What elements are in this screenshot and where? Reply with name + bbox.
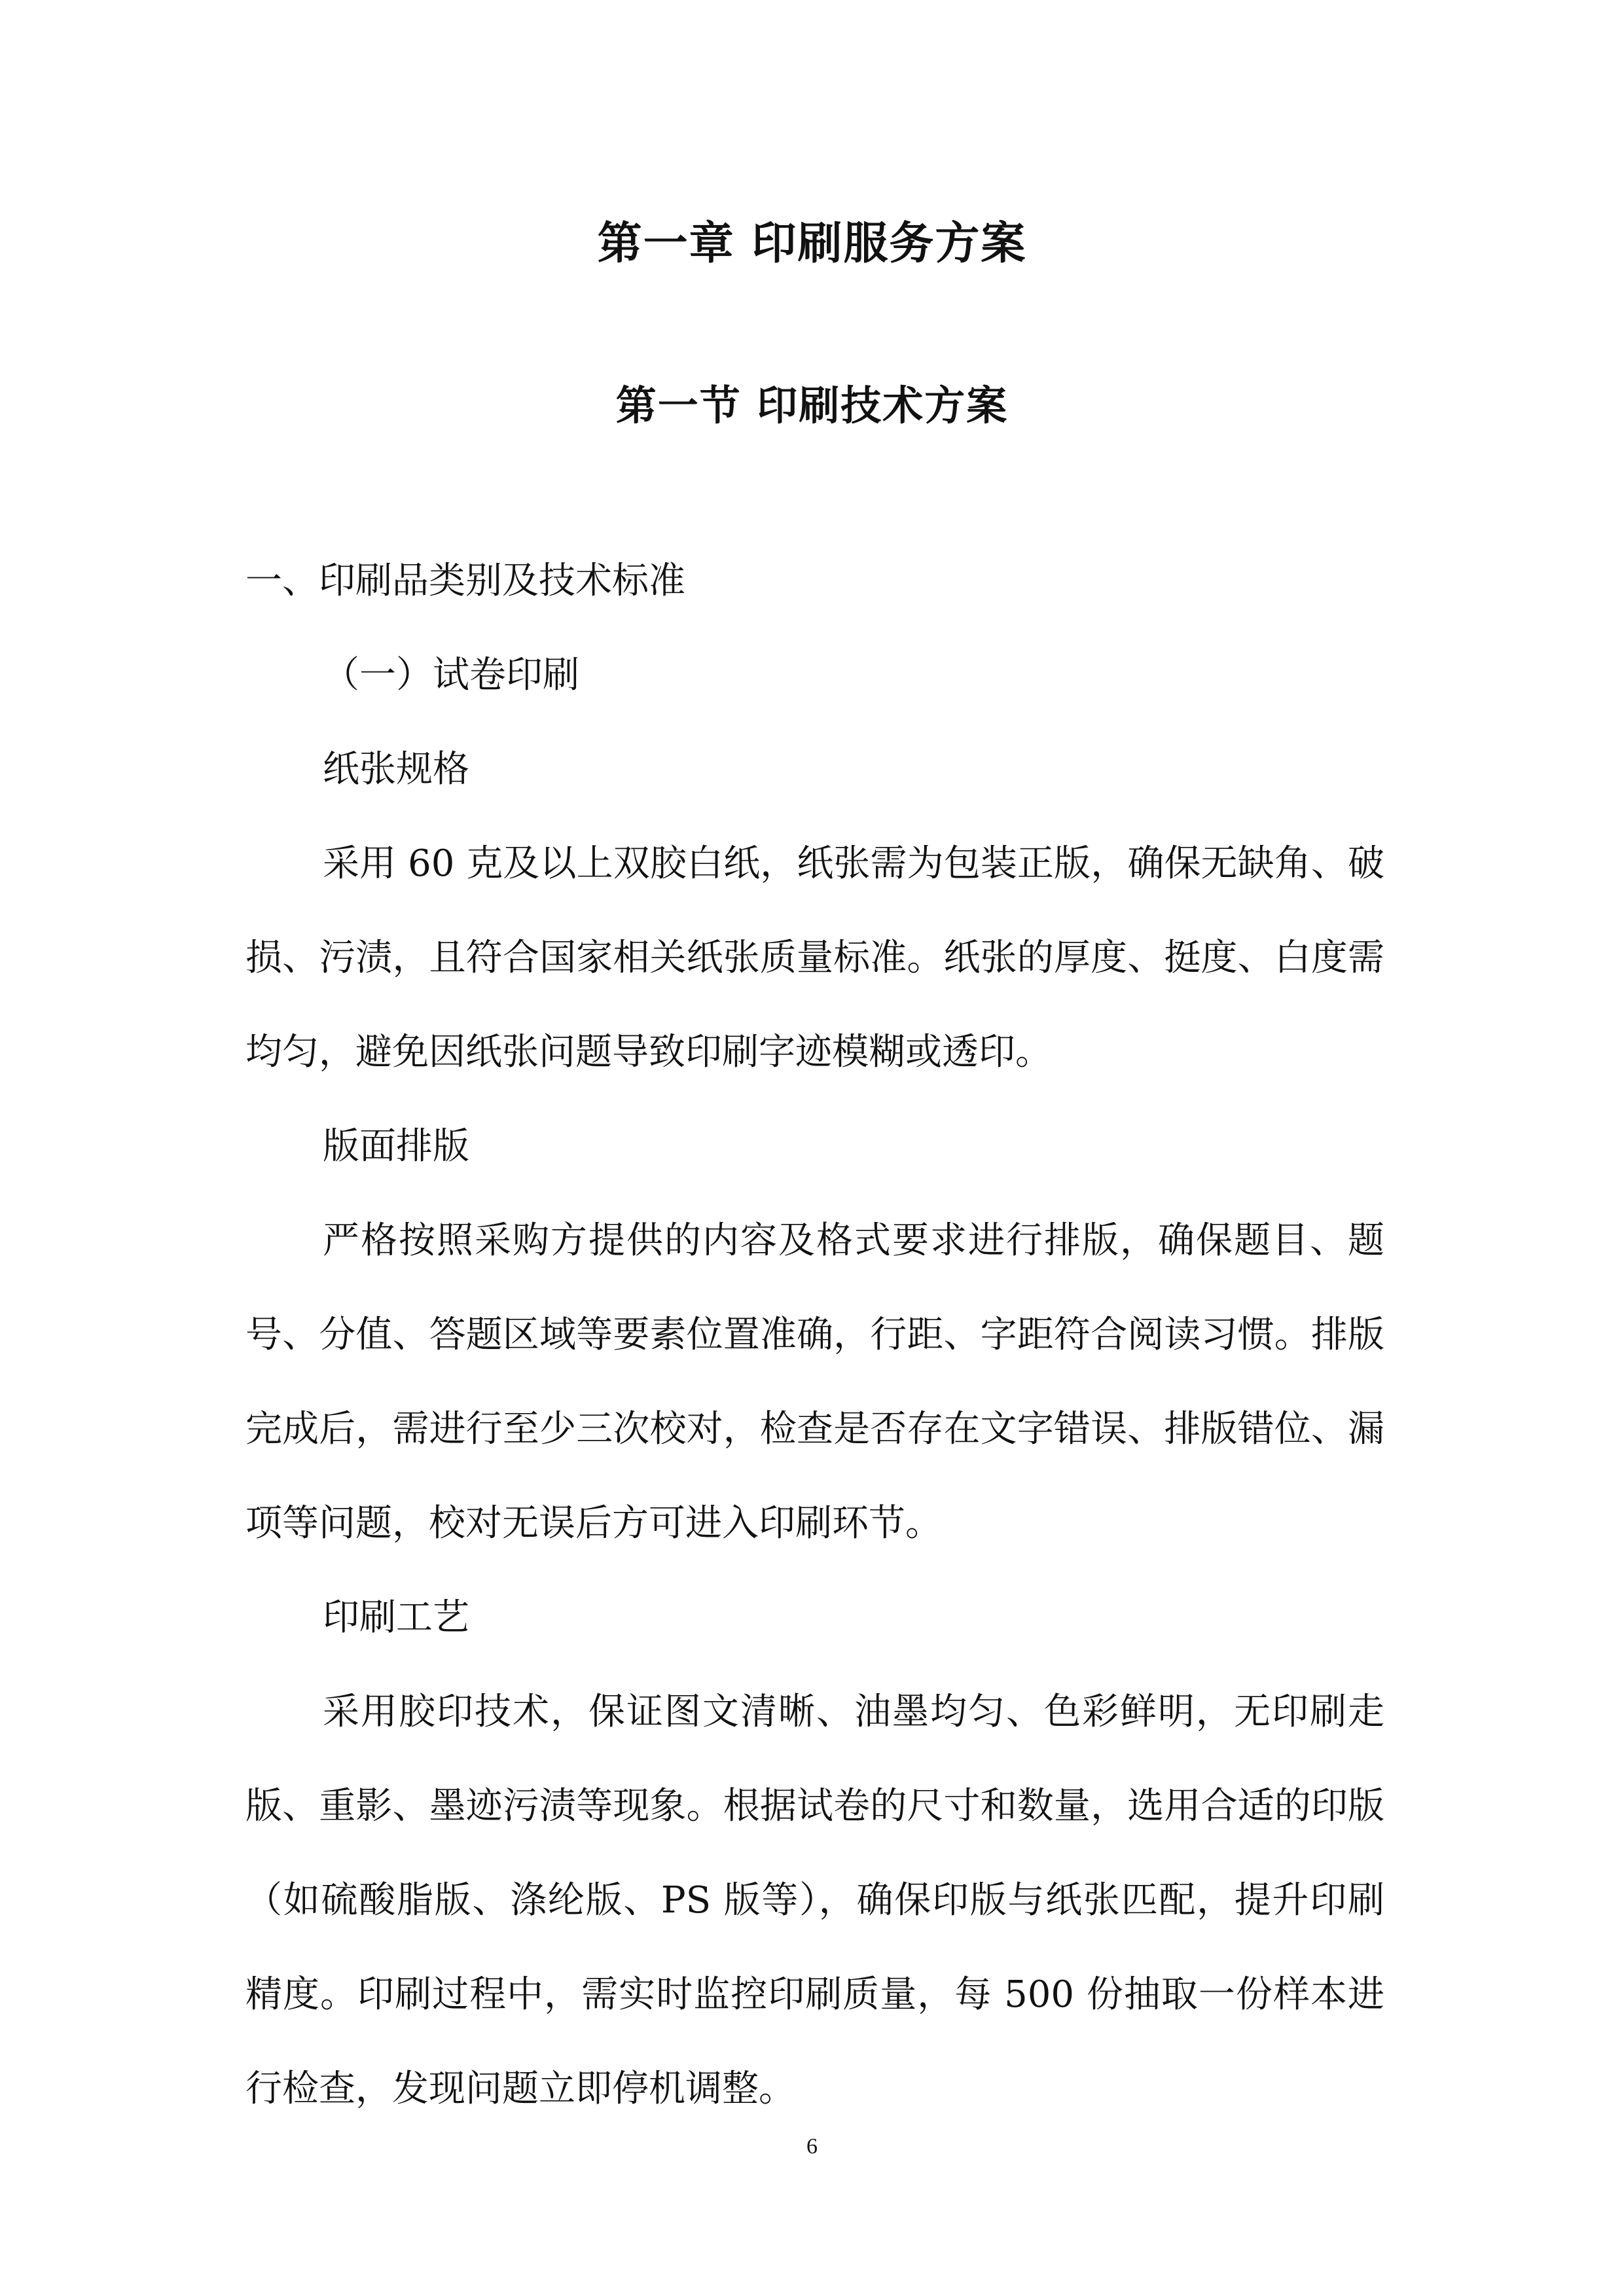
process-paragraph: 采用胶印技术，保证图文清晰、油墨均匀、色彩鲜明，无印刷走版、重影、墨迹污渍等现象。根据试卷的尺寸和数量，选用合适的印版（如硫酸脂版、涤纶版、PS 版等），确保印版与纸张匹配，提升印刷精度。印刷过程中，需实时监控印刷质量，每 500 份抽取一份样本进行检查，发现问题立即停机调整。	[245, 1691, 1384, 2110]
chapter-title: 第一章 印刷服务方案	[597, 217, 1027, 270]
heading-level-1: 一、印刷品类别及技术标准	[245, 560, 685, 602]
paper-spec-paragraph: 采用 60 克及以上双胶白纸，纸张需为包装正版，确保无缺角、破损、污渍，且符合国家相关纸张质量标准。纸张的厚度、挺度、白度需均匀，避免因纸张问题导致印刷字迹模糊或透印。	[245, 842, 1384, 1073]
heading-level-2: （一）试卷印刷	[323, 654, 579, 696]
paper-spec-heading: 纸张规格	[323, 748, 469, 791]
page-number: 6	[806, 2134, 818, 2159]
layout-paragraph: 严格按照采购方提供的内容及格式要求进行排版，确保题目、题号、分值、答题区域等要素位置准确，行距、字距符合阅读习惯。排版完成后，需进行至少三次校对，检查是否存在文字错误、排版错位、漏项等问题，校对无误后方可进入印刷环节。	[245, 1219, 1384, 1545]
document-body	[245, 534, 1384, 2136]
process-heading: 印刷工艺	[323, 1596, 469, 1639]
section-title: 第一节 印刷技术方案	[615, 382, 1009, 429]
layout-heading: 版面排版	[323, 1125, 469, 1168]
